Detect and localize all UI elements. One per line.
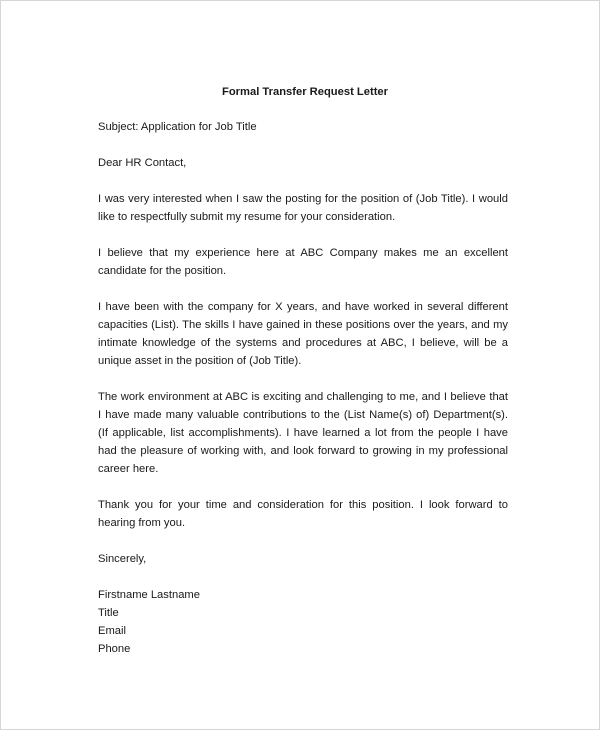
signature-email: Email	[98, 625, 126, 637]
signature-name: Firstname Lastname	[98, 589, 200, 601]
letter-paragraph: The work environment at ABC is exciting and challenging to me, and I believe that I have made many valuable contributions to the (List Name(s) of) Department(s). (If applicable, list accomplishments). I have learned a lot from the people I have had the pleasure of working with, and look forward to growing in my professional career here.	[98, 391, 508, 475]
letter-paragraph: Thank you for your time and consideration for this position. I look forward to hearing from you.	[98, 499, 508, 529]
signature-title: Title	[98, 607, 119, 619]
letter-paragraph: I believe that my experience here at ABC Company makes me an excellent candidate for the position.	[98, 247, 508, 277]
letter-title: Formal Transfer Request Letter	[222, 86, 388, 98]
signature-phone: Phone	[98, 643, 131, 655]
letter-salutation: Dear HR Contact,	[98, 157, 187, 169]
letter-closing: Sincerely,	[98, 553, 147, 565]
letter-paragraph: I have been with the company for X years, and have worked in several different capacities (List). The skills I have gained in these positions over the years, and my intimate knowledge of the systems and procedures at ABC, I believe, will be a unique asset in the position of (Job Title).	[98, 301, 508, 367]
letter-paragraph: I was very interested when I saw the posting for the position of (Job Title). I would like to respectfully submit my resume for your consideration.	[98, 193, 508, 223]
signature-block	[98, 586, 508, 658]
letter-body	[98, 83, 508, 658]
letter-subject: Subject: Application for Job Title	[98, 121, 257, 133]
